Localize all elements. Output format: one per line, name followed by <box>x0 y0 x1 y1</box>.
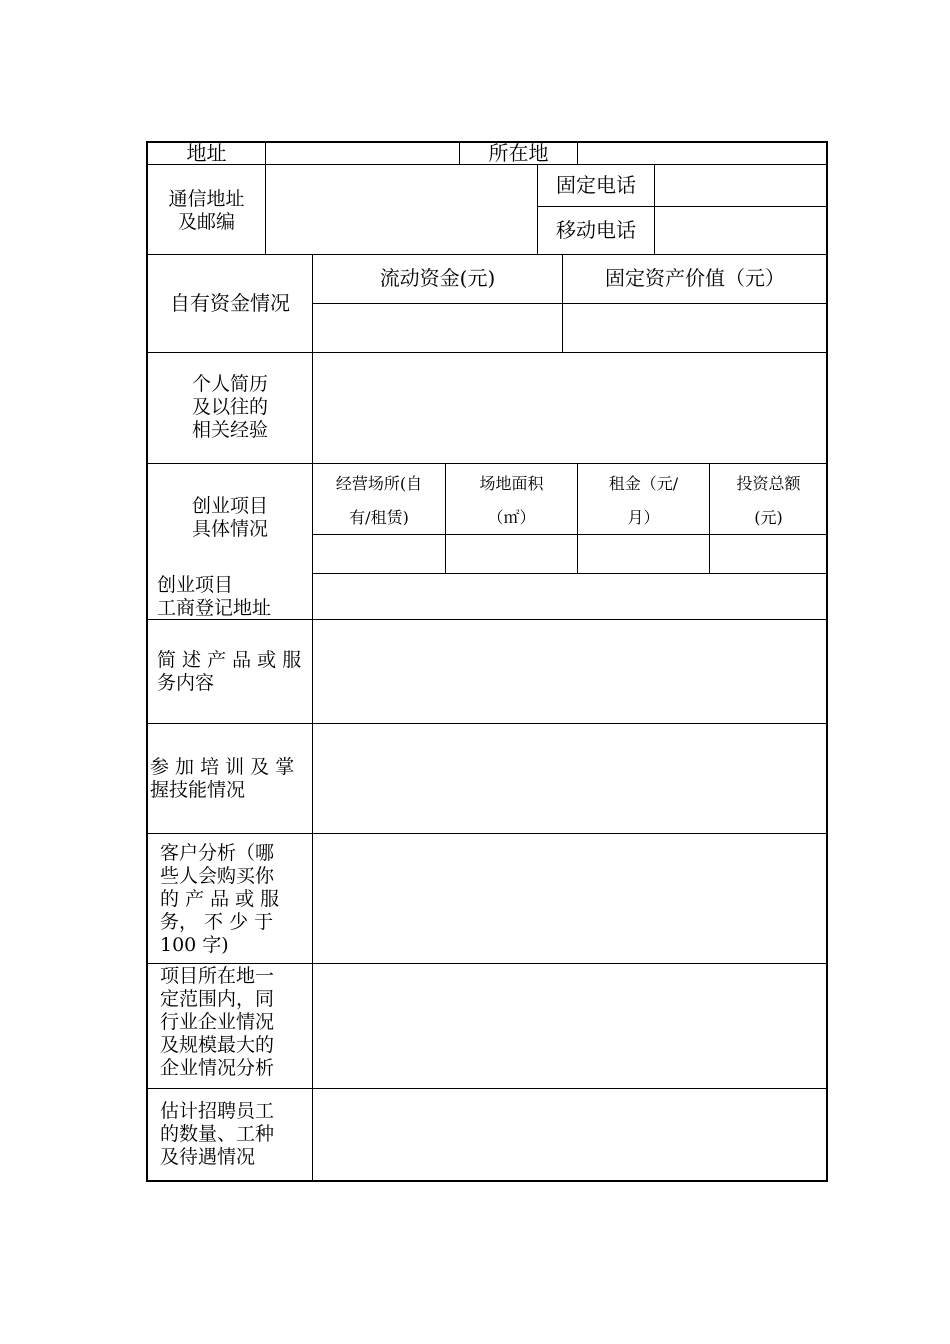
working-capital-field[interactable] <box>314 304 561 351</box>
customers-label: 客户分析（哪 些人会购买你 的 产 品 或 服 务， 不 少 于 100 字) <box>160 842 280 956</box>
landline-label: 固定电话 <box>556 173 636 197</box>
customers-field[interactable] <box>314 834 826 962</box>
resume-field[interactable] <box>314 353 826 462</box>
staffing-label: 估计招聘员工 的数量、工种 及待遇情况 <box>160 1100 275 1168</box>
investment-field[interactable] <box>710 535 826 572</box>
rent-header: 租金（元/ 月） <box>608 474 679 527</box>
reg-address-label: 创业项目 工商登记地址 <box>157 574 272 619</box>
rule-label-col <box>312 254 313 1182</box>
premises-header: 经营场所(自 有/租赁) <box>335 474 423 527</box>
rent-field[interactable] <box>578 535 708 572</box>
location-label: 所在地 <box>488 141 549 165</box>
investment-header: 投资总额 (元) <box>736 474 801 527</box>
address-field[interactable] <box>266 143 458 163</box>
fixed-assets-header: 固定资产价值（元） <box>605 266 785 290</box>
mail-address-field[interactable] <box>266 165 536 253</box>
resume-label: 个人简历 及以往的 相关经验 <box>191 373 268 441</box>
project-details-label: 创业项目 具体情况 <box>191 495 268 540</box>
mail-address-label: 通信地址 及邮编 <box>168 188 245 233</box>
reg-address-field[interactable] <box>314 574 826 618</box>
rule-row4-bottom <box>146 463 828 464</box>
rule-row2-bottom <box>146 254 828 255</box>
area-header: 场地面积 （㎡） <box>479 474 544 527</box>
staffing-field[interactable] <box>314 1089 826 1180</box>
training-label: 参 加 培 训 及 掌 握技能情况 <box>150 756 295 801</box>
training-field[interactable] <box>314 724 826 832</box>
own-funds-label: 自有资金情况 <box>170 291 290 315</box>
competition-field[interactable] <box>314 964 826 1087</box>
mobile-label: 移动电话 <box>556 218 636 242</box>
address-label: 地址 <box>186 141 227 165</box>
competition-label: 项目所在地一 定范围内，同 行业企业情况 及规模最大的 企业情况分析 <box>160 965 275 1079</box>
location-field[interactable] <box>578 143 826 163</box>
fixed-assets-field[interactable] <box>563 304 826 351</box>
area-field[interactable] <box>446 535 576 572</box>
products-field[interactable] <box>314 620 826 722</box>
mobile-field[interactable] <box>655 207 826 253</box>
landline-field[interactable] <box>655 165 826 205</box>
premises-field[interactable] <box>314 535 444 572</box>
working-capital-header: 流动资金(元) <box>379 266 496 290</box>
products-label: 简 述 产 品 或 服 务内容 <box>157 649 302 694</box>
